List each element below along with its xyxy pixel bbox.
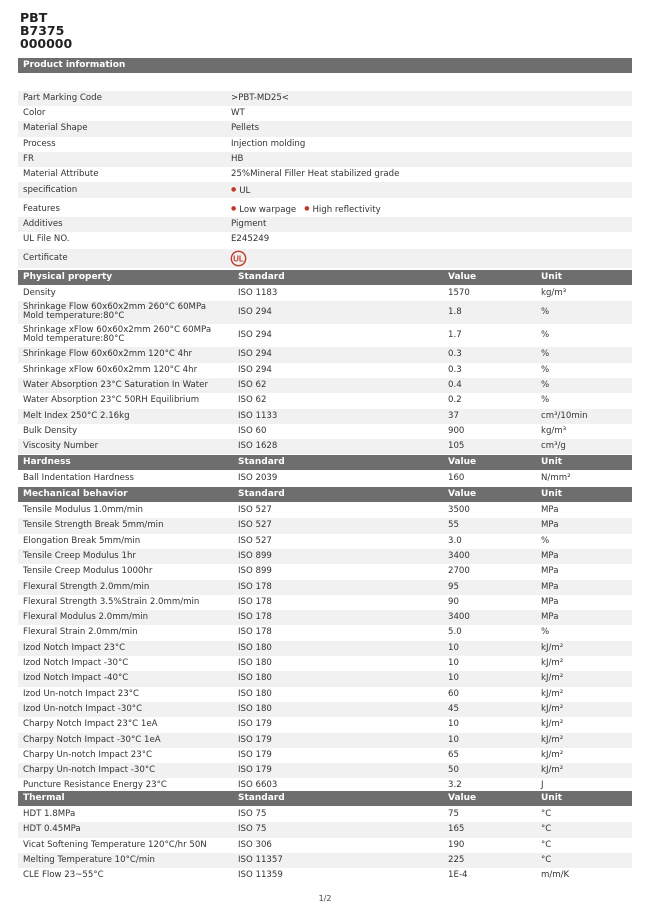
property-standard: ISO 527 — [238, 535, 272, 546]
property-value: 10 — [448, 673, 459, 684]
table-row — [18, 838, 632, 853]
bullet-icon: ● — [231, 205, 237, 213]
property-unit: kg/m³ — [541, 425, 567, 436]
section-title: Mechanical behavior — [23, 489, 128, 499]
property-name: Charpy Un-notch Impact 23°C — [23, 749, 153, 760]
product-info-label: Material Attribute — [23, 169, 99, 179]
table-row — [18, 324, 632, 347]
property-unit: °C — [541, 839, 552, 850]
product-info-row — [18, 167, 632, 182]
property-standard: ISO 179 — [238, 734, 272, 745]
table-row — [18, 301, 632, 324]
property-name: Puncture Resistance Energy 23°C — [23, 780, 167, 791]
property-unit: cm³/10min — [541, 410, 588, 421]
property-value: 3.2 — [448, 780, 462, 791]
product-info-value: WT — [231, 108, 245, 119]
property-standard: ISO 178 — [238, 581, 272, 592]
product-info-value: 25%Mineral Filler Heat stabilized grade — [231, 169, 400, 179]
property-value: 95 — [448, 581, 459, 592]
table-row — [18, 564, 632, 579]
property-value: 10 — [448, 658, 459, 668]
property-standard: ISO 178 — [238, 596, 272, 607]
property-value: 10 — [448, 734, 459, 745]
property-standard: ISO 294 — [238, 307, 272, 318]
property-standard: ISO 2039 — [238, 473, 278, 483]
property-value: 1570 — [448, 288, 470, 298]
property-value: 5.0 — [448, 627, 462, 638]
section-title: Physical property — [23, 272, 113, 282]
property-name: Tensile Creep Modulus 1000hr — [23, 566, 153, 577]
column-header-unit: Unit — [541, 793, 563, 803]
property-unit: N/mm² — [541, 473, 571, 483]
product-info-value: Pellets — [231, 123, 260, 134]
product-info-row-ul-file — [18, 232, 632, 247]
property-unit: cm³/g — [541, 441, 566, 452]
section-header-physical-property — [18, 270, 632, 285]
property-standard: ISO 1628 — [238, 441, 278, 452]
property-value: 50 — [448, 765, 459, 776]
table-row — [18, 625, 632, 640]
product-info-label: Process — [23, 138, 56, 149]
property-unit: MPa — [541, 566, 559, 577]
property-standard: ISO 294 — [238, 330, 272, 341]
property-standard: ISO 178 — [238, 612, 272, 623]
section-header-thermal — [18, 791, 632, 806]
product-info-label: specification — [23, 185, 78, 196]
product-title — [20, 11, 72, 50]
property-standard: ISO 11359 — [238, 870, 283, 881]
property-name: Izod Un-notch Impact 23°C — [23, 688, 139, 699]
specification-item-label: UL — [239, 185, 251, 196]
table-row — [18, 687, 632, 702]
table-row — [18, 439, 632, 454]
property-name: Flexural Strength 3.5%Strain 2.0mm/min — [23, 596, 200, 607]
property-name: Ball Indentation Hardness — [23, 473, 134, 483]
property-name: Melting Temperature 10°C/min — [23, 854, 155, 865]
property-unit: MPa — [541, 612, 559, 623]
property-unit: MPa — [541, 520, 559, 531]
specification-values — [231, 182, 250, 199]
product-info-value: E245249 — [231, 234, 270, 245]
property-standard: ISO 180 — [238, 673, 272, 684]
column-header-value: Value — [448, 489, 477, 499]
property-standard: ISO 75 — [238, 809, 267, 819]
product-info-label: FR — [23, 153, 34, 164]
section-title: Hardness — [23, 457, 71, 467]
property-name: Shrinkage Flow 60x60x2mm 260°C 60MPa Mold temperature:80°C — [23, 302, 207, 322]
column-header-standard: Standard — [238, 457, 285, 467]
product-info-row-additives — [18, 217, 632, 232]
property-standard: ISO 75 — [238, 824, 267, 835]
column-header-unit: Unit — [541, 457, 563, 467]
product-color-code: 000000 — [20, 36, 73, 51]
property-value: 190 — [448, 839, 465, 850]
column-header-value: Value — [448, 793, 477, 803]
table-row — [18, 393, 632, 408]
property-standard: ISO 180 — [238, 703, 272, 714]
property-standard: ISO 1133 — [238, 410, 278, 421]
property-value: 900 — [448, 425, 465, 436]
product-info-value: >PBT-MD25< — [231, 93, 290, 103]
property-name: Tensile Creep Modulus 1hr — [23, 550, 136, 561]
property-unit: kJ/m² — [541, 688, 564, 699]
product-info-value: Injection molding — [231, 138, 306, 149]
property-unit: J — [541, 780, 544, 791]
product-info-label: Additives — [23, 219, 63, 230]
table-row — [18, 641, 632, 656]
property-value: 3500 — [448, 505, 470, 515]
property-name: Tensile Strength Break 5mm/min — [23, 520, 164, 531]
product-info-row — [18, 152, 632, 167]
table-row — [18, 853, 632, 868]
table-row — [18, 807, 632, 822]
property-unit: % — [541, 349, 550, 360]
property-unit: % — [541, 364, 550, 375]
property-value: 55 — [448, 520, 459, 531]
table-row — [18, 822, 632, 837]
property-name: Elongation Break 5mm/min — [23, 535, 141, 546]
property-name: HDT 1.8MPa — [23, 809, 76, 819]
property-standard: ISO 527 — [238, 520, 272, 531]
property-name: Tensile Modulus 1.0mm/min — [23, 505, 143, 515]
feature-item — [304, 205, 380, 215]
property-name: Viscosity Number — [23, 441, 99, 452]
table-row — [18, 534, 632, 549]
property-name: Water Absorption 23°C 50RH Equilibrium — [23, 395, 200, 406]
product-info-label: Color — [23, 108, 46, 119]
property-value: 10 — [448, 642, 459, 653]
property-name: Izod Un-notch Impact -30°C — [23, 703, 143, 714]
section-title: Product information — [23, 60, 126, 70]
column-header-unit: Unit — [541, 272, 563, 282]
ul-certification-icon — [230, 250, 247, 267]
property-value: 105 — [448, 441, 465, 452]
property-unit: kJ/m² — [541, 734, 564, 745]
property-name: Shrinkage Flow 60x60x2mm 120°C 4hr — [23, 349, 193, 360]
property-unit: % — [541, 379, 550, 390]
property-unit: kJ/m² — [541, 642, 564, 653]
property-value: 0.3 — [448, 349, 462, 360]
feature-item-label: Low warpage — [239, 204, 297, 215]
product-info-label: Part Marking Code — [23, 93, 102, 103]
table-row — [18, 748, 632, 763]
property-standard: ISO 178 — [238, 627, 272, 638]
property-standard: ISO 62 — [238, 379, 267, 390]
table-row — [18, 503, 632, 518]
product-info-row — [18, 137, 632, 152]
product-info-label: Features — [23, 204, 60, 215]
table-row — [18, 656, 632, 671]
property-name: Flexural Modulus 2.0mm/min — [23, 612, 149, 623]
property-unit: MPa — [541, 550, 559, 561]
property-unit: % — [541, 535, 550, 546]
property-standard: ISO 294 — [238, 364, 272, 375]
property-name: Shrinkage xFlow 60x60x2mm 260°C 60MPa Mold temperature:80°C — [23, 325, 212, 345]
property-standard: ISO 179 — [238, 749, 272, 760]
table-row — [18, 580, 632, 595]
property-unit: MPa — [541, 581, 559, 592]
product-info-label: Material Shape — [23, 123, 88, 134]
feature-item-label: High reflectivity — [312, 204, 381, 215]
feature-item — [231, 205, 296, 215]
property-unit: m/m/K — [541, 870, 570, 881]
table-row — [18, 702, 632, 717]
property-standard: ISO 179 — [238, 765, 272, 776]
property-unit: kg/m³ — [541, 288, 567, 298]
property-value: 1E-4 — [448, 870, 468, 881]
table-row — [18, 347, 632, 362]
product-family: PBT — [20, 10, 48, 25]
product-info-label: UL File NO. — [23, 234, 70, 245]
property-unit: % — [541, 395, 550, 406]
property-name: Charpy Un-notch Impact -30°C — [23, 765, 156, 776]
property-name: Izod Notch Impact -30°C — [23, 658, 129, 668]
property-unit: % — [541, 330, 550, 341]
product-info-row-features — [18, 201, 632, 217]
property-standard: ISO 179 — [238, 719, 272, 730]
property-unit: MPa — [541, 596, 559, 607]
property-value: 165 — [448, 824, 465, 835]
property-value: 37 — [448, 410, 459, 421]
property-value: 3400 — [448, 612, 470, 623]
product-info-row-certificate — [18, 249, 632, 268]
property-name: Flexural Strain 2.0mm/min — [23, 627, 138, 638]
feature-values — [231, 201, 381, 218]
property-value: 90 — [448, 596, 459, 607]
specification-item — [231, 186, 250, 196]
product-info-value: Pigment — [231, 219, 267, 230]
property-standard: ISO 180 — [238, 688, 272, 699]
property-name: Water Absorption 23°C Saturation In Water — [23, 379, 208, 390]
property-name: CLE Flow 23~55°C — [23, 870, 104, 881]
property-unit: % — [541, 307, 550, 318]
column-header-standard: Standard — [238, 489, 285, 499]
product-info-row — [18, 91, 632, 106]
property-standard: ISO 527 — [238, 505, 272, 515]
table-row — [18, 424, 632, 439]
property-standard: ISO 60 — [238, 425, 267, 436]
property-name: Izod Notch Impact 23°C — [23, 642, 126, 653]
column-header-standard: Standard — [238, 793, 285, 803]
product-info-value: HB — [231, 153, 244, 164]
property-standard: ISO 180 — [238, 658, 272, 668]
property-unit: % — [541, 627, 550, 638]
property-standard: ISO 294 — [238, 349, 272, 360]
property-standard: ISO 899 — [238, 550, 272, 561]
property-value: 0.4 — [448, 379, 462, 390]
property-name: Bulk Density — [23, 425, 78, 436]
property-name: Melt Index 250°C 2.16kg — [23, 410, 130, 421]
property-standard: ISO 180 — [238, 642, 272, 653]
property-unit: kJ/m² — [541, 765, 564, 776]
column-header-unit: Unit — [541, 489, 563, 499]
table-row — [18, 763, 632, 778]
property-value: 225 — [448, 854, 465, 865]
column-header-value: Value — [448, 457, 477, 467]
property-standard: ISO 1183 — [238, 288, 278, 298]
property-value: 10 — [448, 719, 459, 730]
property-name: Charpy Notch Impact -30°C 1eA — [23, 734, 161, 745]
table-row — [18, 595, 632, 610]
property-value: 75 — [448, 809, 459, 819]
property-unit: °C — [541, 824, 552, 835]
property-name: Vicat Softening Temperature 120°C/hr 50N — [23, 839, 207, 850]
table-row — [18, 671, 632, 686]
property-value: 45 — [448, 703, 459, 714]
table-row — [18, 471, 632, 486]
section-title: Thermal — [23, 793, 65, 803]
property-value: 1.7 — [448, 330, 462, 341]
table-row — [18, 286, 632, 301]
section-header-mechanical-behavior — [18, 487, 632, 502]
bullet-icon: ● — [231, 186, 237, 194]
product-info-row — [18, 106, 632, 121]
property-name: Flexural Strength 2.0mm/min — [23, 581, 150, 592]
table-row — [18, 610, 632, 625]
table-row — [18, 733, 632, 748]
section-header-hardness — [18, 455, 632, 470]
property-standard: ISO 6603 — [238, 780, 278, 791]
property-name: Shrinkage xFlow 60x60x2mm 120°C 4hr — [23, 364, 198, 375]
product-info-row-specification — [18, 182, 632, 198]
property-value: 65 — [448, 749, 459, 760]
property-value: 160 — [448, 473, 465, 483]
property-name: Charpy Notch Impact 23°C 1eA — [23, 719, 158, 730]
property-standard: ISO 11357 — [238, 854, 283, 865]
product-info-row — [18, 121, 632, 136]
property-unit: kJ/m² — [541, 673, 564, 684]
property-unit: °C — [541, 809, 552, 819]
table-row — [18, 549, 632, 564]
page-number: 1/2 — [318, 894, 332, 903]
property-unit: kJ/m² — [541, 719, 564, 730]
property-name: Density — [23, 288, 56, 298]
property-value: 0.3 — [448, 364, 462, 375]
table-row — [18, 518, 632, 533]
table-row — [18, 868, 632, 883]
column-header-standard: Standard — [238, 272, 285, 282]
bullet-icon: ● — [304, 205, 310, 213]
property-value: 2700 — [448, 566, 470, 577]
svg-text:UL: UL — [233, 254, 244, 264]
product-information-header — [18, 58, 632, 73]
table-row — [18, 378, 632, 393]
product-info-label: Certificate — [23, 252, 68, 263]
property-standard: ISO 62 — [238, 395, 267, 406]
property-standard: ISO 306 — [238, 839, 272, 850]
property-unit: kJ/m² — [541, 749, 564, 760]
property-unit: °C — [541, 854, 552, 865]
property-unit: kJ/m² — [541, 703, 564, 714]
product-grade: B7375 — [20, 23, 65, 38]
table-row — [18, 717, 632, 732]
property-value: 3400 — [448, 550, 470, 561]
property-name: HDT 0.45MPa — [23, 824, 81, 835]
table-row — [18, 409, 632, 424]
table-row — [18, 363, 632, 378]
property-value: 0.2 — [448, 395, 462, 406]
property-value: 1.8 — [448, 307, 462, 318]
property-name: Izod Notch Impact -40°C — [23, 673, 129, 684]
property-value: 60 — [448, 688, 459, 699]
property-unit: MPa — [541, 505, 559, 515]
column-header-value: Value — [448, 272, 477, 282]
property-value: 3.0 — [448, 535, 462, 546]
property-standard: ISO 899 — [238, 566, 272, 577]
property-unit: kJ/m² — [541, 658, 564, 668]
